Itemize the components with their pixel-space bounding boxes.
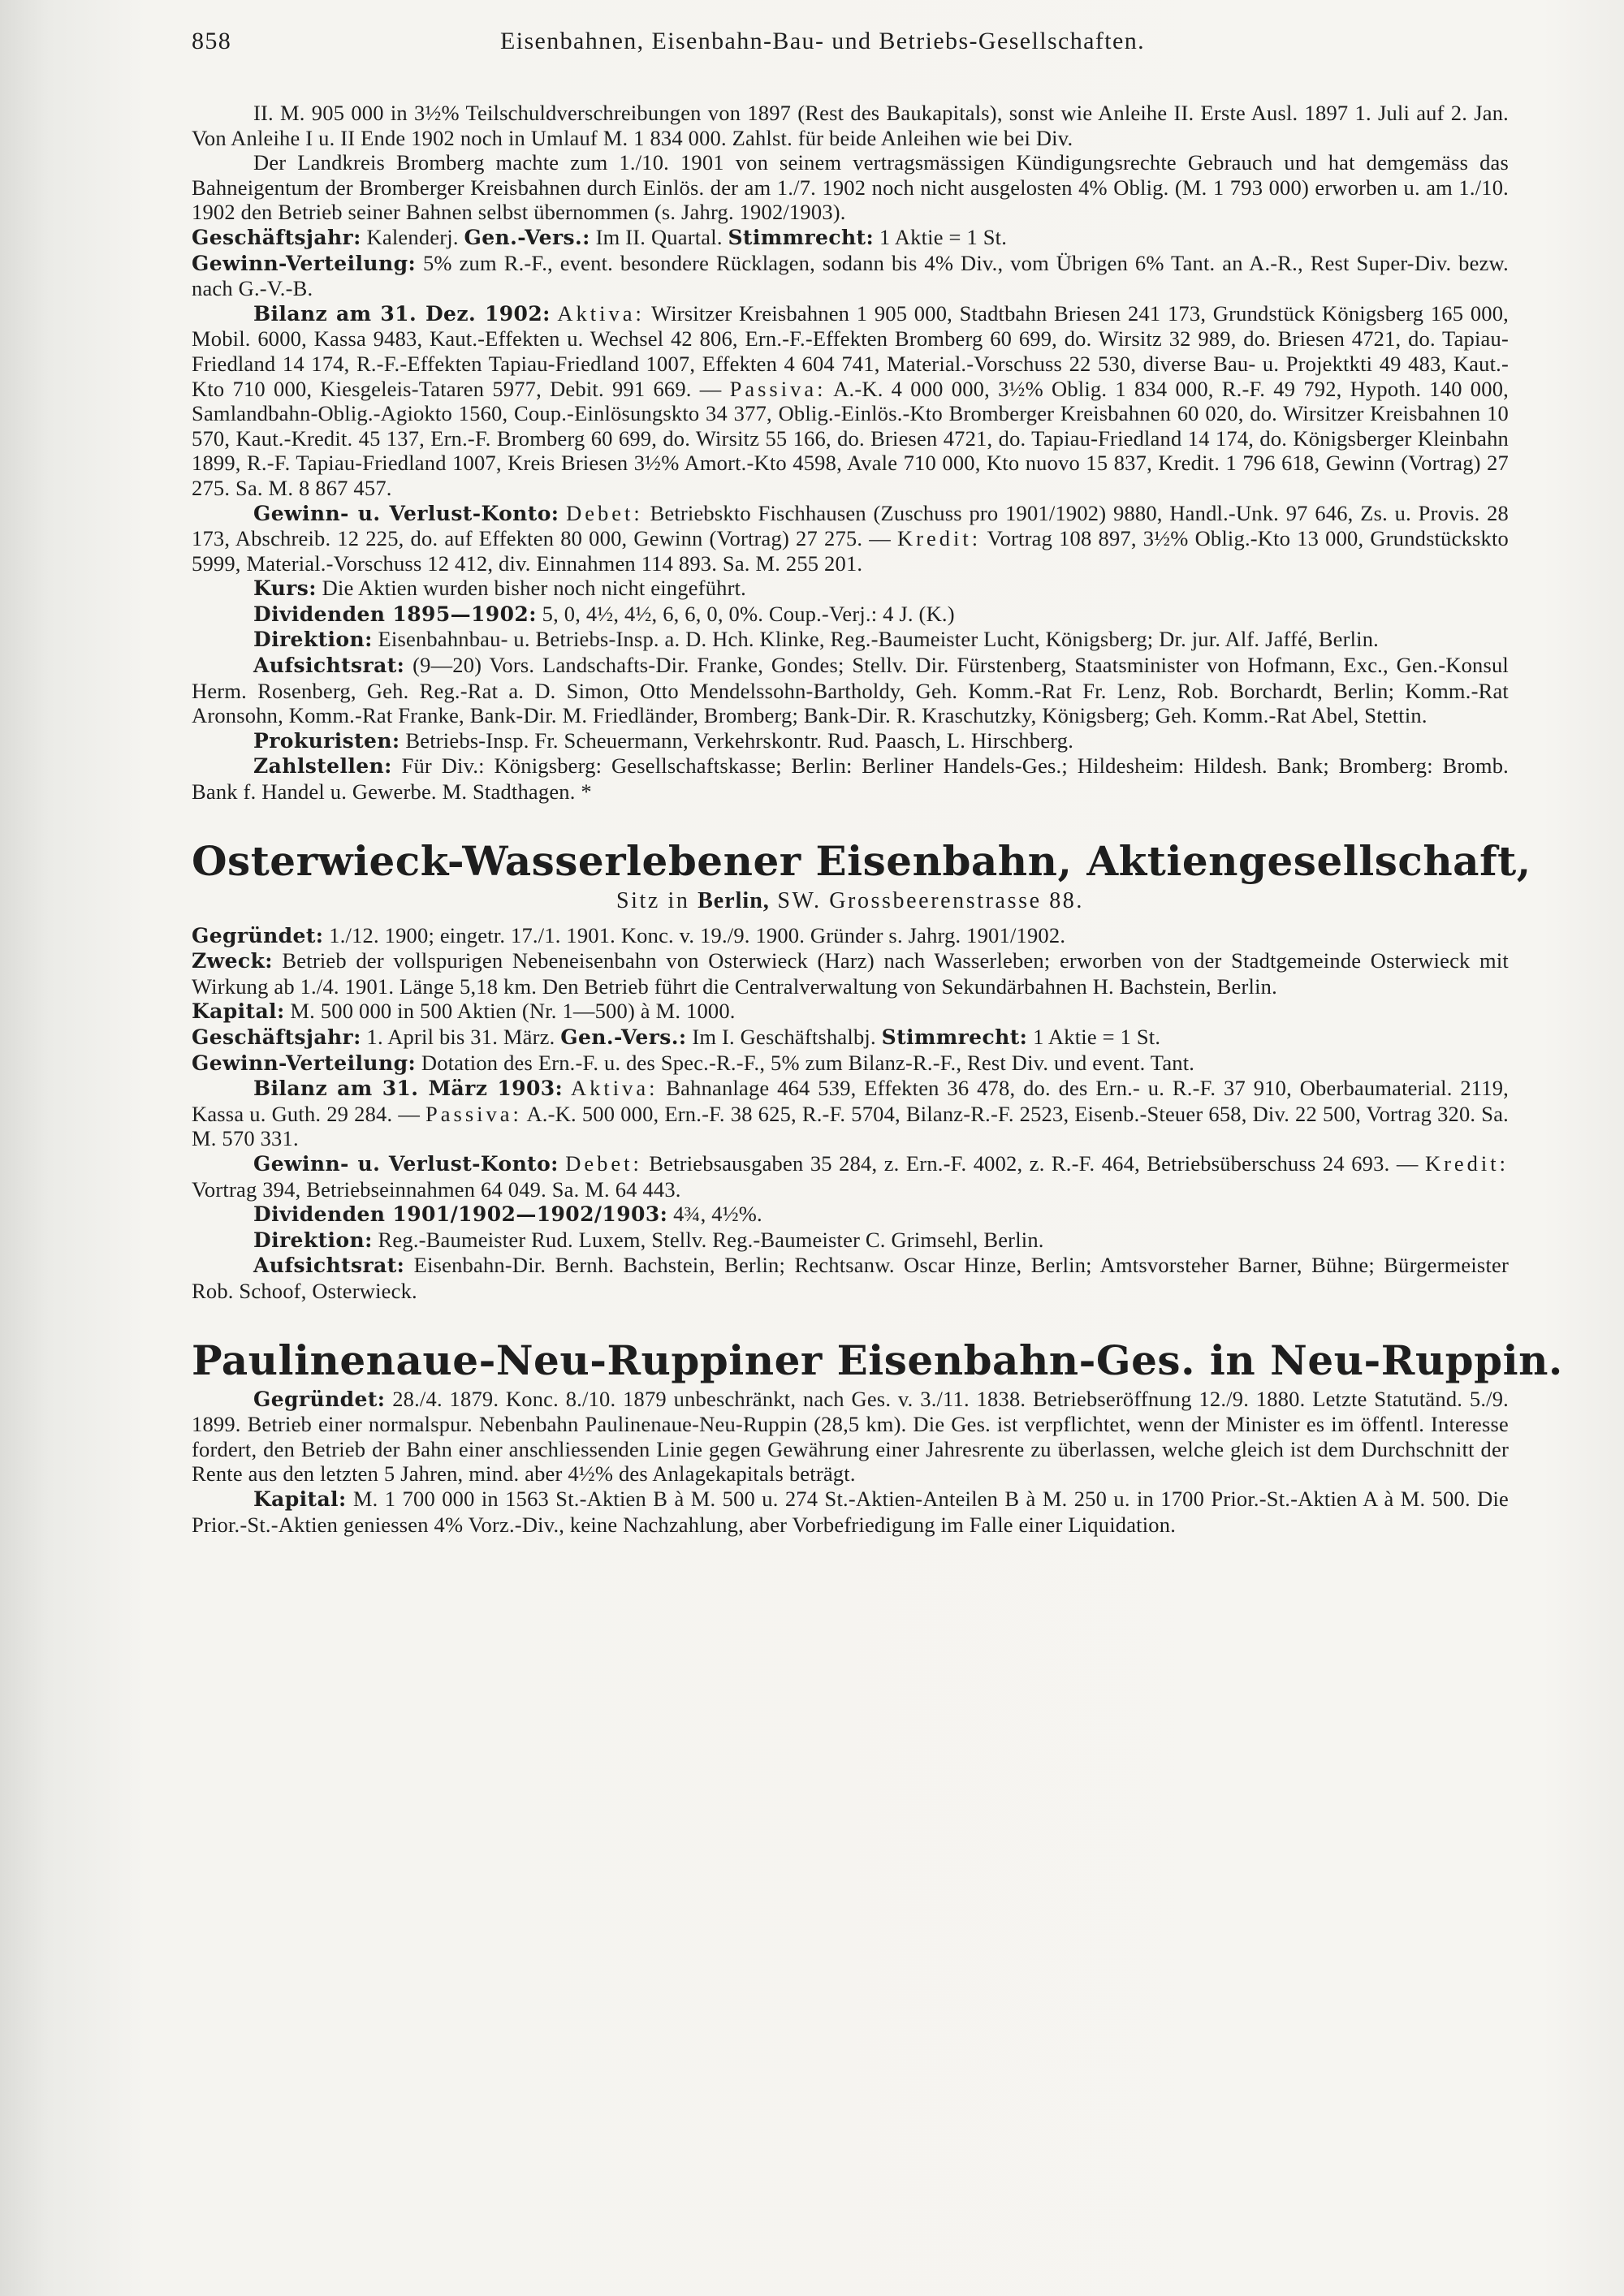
- guv-debet: Betriebskto Fischhausen (Zuschuss pro 1901/1902) 9880, Handl.-Unk. 97 646, Zs. u. Provis. 28 173, Abschreib. 12 225, do. auf Effekten 80 000, Gewinn (Vortrag) 27 275. —: [192, 500, 1510, 551]
- aufsichtsrat-value: (9—20) Vors. Landschafts-Dir. Franke, Gondes; Stellv. Dir. Fürstenberg, Staatsminister von Hofmann, Exc., Gen.-Konsul Herm. Rosenberg, Geh. Reg.-Rat a. D. Simon, Otto Mendelssohn-Bartholdy, Geh. Komm.-Rat Fr. Lenz, Rob. Borchardt, Berlin; Komm.-Rat Aronsohn, Komm.-Rat Franke, Bank-Dir. M. Friedländer, Bromberg; Bank-Dir. R. Kraschutzky, Königsberg; Geh. Komm.-Rat Abel, Stettin.: [192, 653, 1509, 728]
- aufsichtsrat-label: Aufsichtsrat:: [253, 1254, 405, 1278]
- direktion-label: Direktion:: [253, 628, 373, 652]
- landkreis-paragraph: Der Landkreis Bromberg machte zum 1./10. 1901 von seinem vertragsmässigen Kündigungsrechte Gebrauch und hat demgemäss das Bahneigentum der Bromberger Kreisbahnen durch Einlös. der am 1./7. 1902 noch nicht ausgelosten 4% Oblig. (M. 1 793 000) erworben u. am 1./10. 1902 den Betrieb seiner Bahnen selbst übernommen (s. Jahrg. 1902/1903).: [192, 150, 1509, 225]
- aufsichtsrat-paragraph: [192, 1253, 1509, 1303]
- aufsichtsrat-value: Eisenbahn-Dir. Bernh. Bachstein, Berlin; Rechtsanw. Oscar Hinze, Berlin; Amtsvorsteher Barner, Bühne; Bürgermeister Rob. Schoof, Osterwieck.: [192, 1253, 1509, 1303]
- geschaeftsjahr-line: [192, 1025, 1509, 1051]
- page-number: 858: [192, 28, 232, 54]
- section-paulinenaue: [192, 1335, 1563, 1538]
- geschaeftsjahr-label: Geschäftsjahr:: [192, 1025, 361, 1049]
- guv-debet: Betriebsausgaben 35 284, z. Ern.-F. 4002, z. R.-F. 464, Betriebsüberschuss 24 693. —: [641, 1150, 1425, 1176]
- prokuristen-label: Prokuristen:: [253, 728, 400, 753]
- guv-paragraph: [192, 1151, 1509, 1202]
- seat-address: SW. Grossbeerenstrasse 88.: [769, 887, 1085, 913]
- geschaeftsjahr-value: 1. April bis 31. März.: [361, 1025, 561, 1049]
- kredit-word: Kredit:: [1424, 1150, 1509, 1176]
- gen-vers-label: Gen.-Vers.:: [560, 1025, 687, 1049]
- debet-word: Debet:: [565, 1150, 642, 1176]
- kredit-word: Kredit:: [897, 526, 982, 551]
- dividenden-label: Dividenden 1895—1902:: [253, 602, 537, 626]
- zweck-label: Zweck:: [192, 949, 273, 973]
- bilanz-aktiva: Wirsitzer Kreisbahnen 1 905 000, Stadtbahn Briesen 241 173, Grundstück Königsberg 165 000, Mobil. 6000, Kassa 9483, Kaut.-Effekten u. Wechsel 42 806, Ern.-F.-Effekten Bromberg 60 699, do. Wirsitz 32 989, do. Briesen 4721, do. Tapiau-Friedland 14 174, R.-F.-Effekten Tapiau-Friedland 1007, Effekten 4 604 741, Material.-Vorschuss 22 530, diverse Bau- u. Projektkti 49 483, Kaut.-Kto 710 000, Kiesgeleis-Tataren 5977, Debit. 991 669. —: [192, 300, 1509, 401]
- zahlstellen-label: Zahlstellen:: [253, 754, 392, 779]
- aufsichtsrat-label: Aufsichtsrat:: [253, 654, 405, 678]
- stimmrecht-value: 1 Aktie = 1 St.: [874, 224, 1008, 249]
- bilanz-label: Bilanz am 31. Dez. 1902:: [253, 301, 551, 326]
- section-bromberg-continued: [192, 101, 1509, 805]
- aufsichtsrat-paragraph: [192, 653, 1509, 728]
- gegruendet-value: 1./12. 1900; eingetr. 17./1. 1901. Konc. v. 19./9. 1900. Gründer s. Jahrg. 1901/1902.: [323, 922, 1066, 947]
- bilanz-paragraph: [192, 301, 1509, 501]
- gen-vers-value: Im I. Geschäftshalbj.: [686, 1025, 882, 1049]
- gegruendet-paragraph: [192, 1387, 1509, 1487]
- prokuristen-value: Betriebs-Insp. Fr. Scheuermann, Verkehrskontr. Rud. Paasch, L. Hirschberg.: [400, 727, 1074, 753]
- text-column: [192, 28, 1563, 1537]
- page-header: [192, 29, 1509, 62]
- anleihe-paragraph: II. M. 905 000 in 3½% Teilschuldverschreibungen von 1897 (Rest des Baukapitals), sonst wie Anleihe II. Erste Ausl. 1897 1. Juli auf 2. Jan. Von Anleihe I u. II Ende 1902 noch in Umlauf M. 1 834 000. Zahlst. für beide Anleihen wie bei Div.: [192, 101, 1509, 150]
- guv-label: Gewinn- u. Verlust-Konto:: [253, 501, 559, 525]
- aktiva-word: Aktiva:: [570, 1076, 659, 1101]
- gewinn-verteilung-line: [192, 251, 1509, 301]
- kapital-line: [192, 999, 1509, 1025]
- stimmrecht-label: Stimmrecht:: [728, 225, 875, 249]
- gewinn-verteilung-label: Gewinn-Verteilung:: [192, 1051, 417, 1075]
- bilanz-passiva: A.-K. 500 000, Ern.-F. 38 625, R.-F. 5704, Bilanz-R.-F. 2523, Eisenb.-Steuer 658, Div. 22 500, Vortrag 320. Sa. M. 570 331.: [192, 1101, 1509, 1151]
- direktion-value: Eisenbahnbau- u. Betriebs-Insp. a. D. Hch. Klinke, Reg.-Baumeister Lucht, Königsberg; Dr. jur. Alf. Jaffé, Berlin.: [372, 627, 1379, 652]
- aktiva-word: Aktiva:: [557, 300, 645, 326]
- gewinn-verteilung-value: 5% zum R.-F., event. besondere Rücklagen, sodann bis 4% Div., vom Übrigen 6% Tant. an A.-R., Rest Super-Div. bezw. nach G.-V.-B.: [192, 250, 1509, 301]
- kurs-line: [192, 576, 1509, 602]
- guv-label: Gewinn- u. Verlust-Konto:: [253, 1151, 559, 1176]
- zahlstellen-paragraph: [192, 753, 1509, 804]
- passiva-word: Passiva:: [729, 376, 827, 401]
- gewinn-verteilung-value: Dotation des Ern.-F. u. des Spec.-R.-F., 5% zum Bilanz-R.-F., Rest Div. und event. Tant.: [416, 1050, 1195, 1075]
- company-seat: [192, 887, 1509, 915]
- bilanz-paragraph: [192, 1076, 1509, 1151]
- gen-vers-label: Gen.-Vers.:: [464, 225, 590, 249]
- guv-paragraph: [192, 501, 1509, 576]
- direktion-value: Reg.-Baumeister Rud. Luxem, Stellv. Reg.-Baumeister C. Grimsehl, Berlin.: [372, 1227, 1044, 1252]
- stimmrecht-label: Stimmrecht:: [881, 1025, 1028, 1049]
- gegruendet-label: Gegründet:: [192, 923, 324, 947]
- gegruendet-label: Gegründet:: [253, 1387, 386, 1411]
- direktion-paragraph: [192, 627, 1509, 653]
- kapital-value: M. 1 700 000 in 1563 St.-Aktien B à M. 500 u. 274 St.-Aktien-Anteilen B à M. 250 u. in 1700 Prior.-St.-Aktien A à M. 500. Die Prior.-St.-Aktien geniessen 4% Vorz.-Div., keine Nachzahlung, aber Vorbefriedigung im Falle einer Liquidation.: [192, 1486, 1509, 1537]
- zahlstellen-value: Für Div.: Königsberg: Gesellschaftskasse; Berlin: Berliner Handels-Ges.; Hildesheim: Hildesh. Bank; Bromberg: Bromb. Bank f. Handel u. Gewerbe. M. Stadthagen. *: [192, 753, 1509, 805]
- geschaeftsjahr-line: [192, 225, 1509, 251]
- guv-kredit: Vortrag 394, Betriebseinnahmen 64 049. Sa. M. 64 443.: [192, 1176, 681, 1202]
- section-osterwieck: [192, 835, 1531, 1304]
- prokuristen-line: [192, 728, 1509, 754]
- running-title: Eisenbahnen, Eisenbahn-Bau- und Betriebs-Gesellschaften.: [500, 28, 1146, 54]
- kapital-label: Kapital:: [192, 999, 285, 1024]
- company-title: Osterwieck-Wasserlebener Eisenbahn, Aktiengesellschaft,: [192, 836, 1531, 885]
- seat-city: Berlin,: [698, 887, 770, 913]
- gewinn-verteilung-label: Gewinn-Verteilung:: [192, 251, 417, 275]
- geschaeftsjahr-value: Kalenderj.: [361, 224, 464, 249]
- gegruendet-value: 28./4. 1879. Konc. 8./10. 1879 unbeschränkt, nach Ges. v. 3./11. 1838. Betriebseröffnung 12./9. 1880. Letzte Statutänd. 5./9. 1899. Betrieb einer normalspur. Nebenbahn Paulinenaue-Neu-Ruppin (28,5 km). Die Ges. ist verpflichtet, wenn der Minister es im öffentl. Interesse fordert, den Betrieb der Bahn einer anschliessenden Linie gegen Gewährung einer Jahresrente zu überlassen, welche gleich ist dem Durchschnitt der Rente aus den letzten 5 Jahren, mind. aber 4½% des Anlagekapitals beträgt.: [192, 1386, 1509, 1487]
- kurs-value: Die Aktien wurden bisher noch nicht eingeführt.: [316, 576, 747, 601]
- bilanz-passiva: A.-K. 4 000 000, 3½% Oblig. 1 834 000, R.-F. 49 792, Hypoth. 140 000, Samlandbahn-Oblig.-Agiokto 1560, Coup.-Einlösungskto 34 377, Oblig.-Einlös.-Kto Bromberger Kreisbahnen 60 020, do. Wirsitzer Kreisbahnen 10 570, Kaut.-Kredit. 45 137, Ern.-F. Bromberg 60 699, do. Wirsitz 55 166, do. Briesen 4721, do. Tapiau-Friedland 14 174, do. Königsberger Kleinbahn 1899, R.-F. Tapiau-Friedland 1007, Kreis Briesen 3½% Amort.-Kto 4598, Avale 710 000, Kto nuovo 15 837, Kredit. 1 796 618, Gewinn (Vortrag) 27 275. Sa. M. 8 867 457.: [192, 376, 1509, 500]
- dividenden-line: [192, 1202, 1509, 1228]
- kapital-label: Kapital:: [253, 1487, 347, 1511]
- stimmrecht-value: 1 Aktie = 1 St.: [1027, 1025, 1161, 1049]
- geschaeftsjahr-label: Geschäftsjahr:: [192, 225, 361, 249]
- direktion-line: [192, 1228, 1509, 1254]
- seat-prefix: Sitz in: [615, 887, 698, 913]
- bilanz-label: Bilanz am 31. März 1903:: [253, 1077, 564, 1101]
- direktion-label: Direktion:: [253, 1228, 373, 1252]
- gegruendet-line: [192, 923, 1509, 949]
- kapital-value: M. 500 000 in 500 Aktien (Nr. 1—500) à M. 1000.: [284, 999, 736, 1024]
- kapital-paragraph: [192, 1487, 1509, 1537]
- gen-vers-value: Im II. Quartal.: [590, 224, 728, 249]
- kurs-label: Kurs:: [253, 576, 317, 601]
- zweck-value: Betrieb der vollspurigen Nebeneisenbahn von Osterwieck (Harz) nach Wasserleben; erworben von der Stadtgemeinde Osterwieck mit Wirkung ab 1./4. 1901. Länge 5,18 km. Den Betrieb führt die Centralverwaltung von Sekundärbahnen H. Bachstein, Berlin.: [192, 948, 1509, 999]
- passiva-word: Passiva:: [425, 1101, 522, 1126]
- debet-word: Debet:: [566, 500, 643, 525]
- gewinn-verteilung-line: [192, 1051, 1509, 1077]
- guv-kredit: Vortrag 108 897, 3½% Oblig.-Kto 13 000, Grundstückskto 5999, Material.-Vorschuss 12 412, div. Einnahmen 114 893. Sa. M. 255 201.: [192, 526, 1510, 576]
- bilanz-aktiva: Bahnanlage 464 539, Effekten 36 478, do. des Ern.- u. R.-F. 37 910, Oberbaumaterial. 2119, Kassa u. Guth. 29 284. —: [192, 1076, 1509, 1126]
- dividenden-label: Dividenden 1901/1902—1902/1903:: [253, 1202, 668, 1227]
- company-title: Paulinenaue-Neu-Ruppiner Eisenbahn-Ges. in Neu-Ruppin.: [192, 1336, 1563, 1384]
- dividenden-value: 5, 0, 4½, 4½, 6, 6, 0, 0%. Coup.-Verj.: 4 J. (K.): [536, 601, 955, 626]
- dividenden-value: 4¾, 4½%.: [667, 1202, 762, 1227]
- dividenden-line: [192, 602, 1509, 628]
- zweck-paragraph: [192, 948, 1509, 999]
